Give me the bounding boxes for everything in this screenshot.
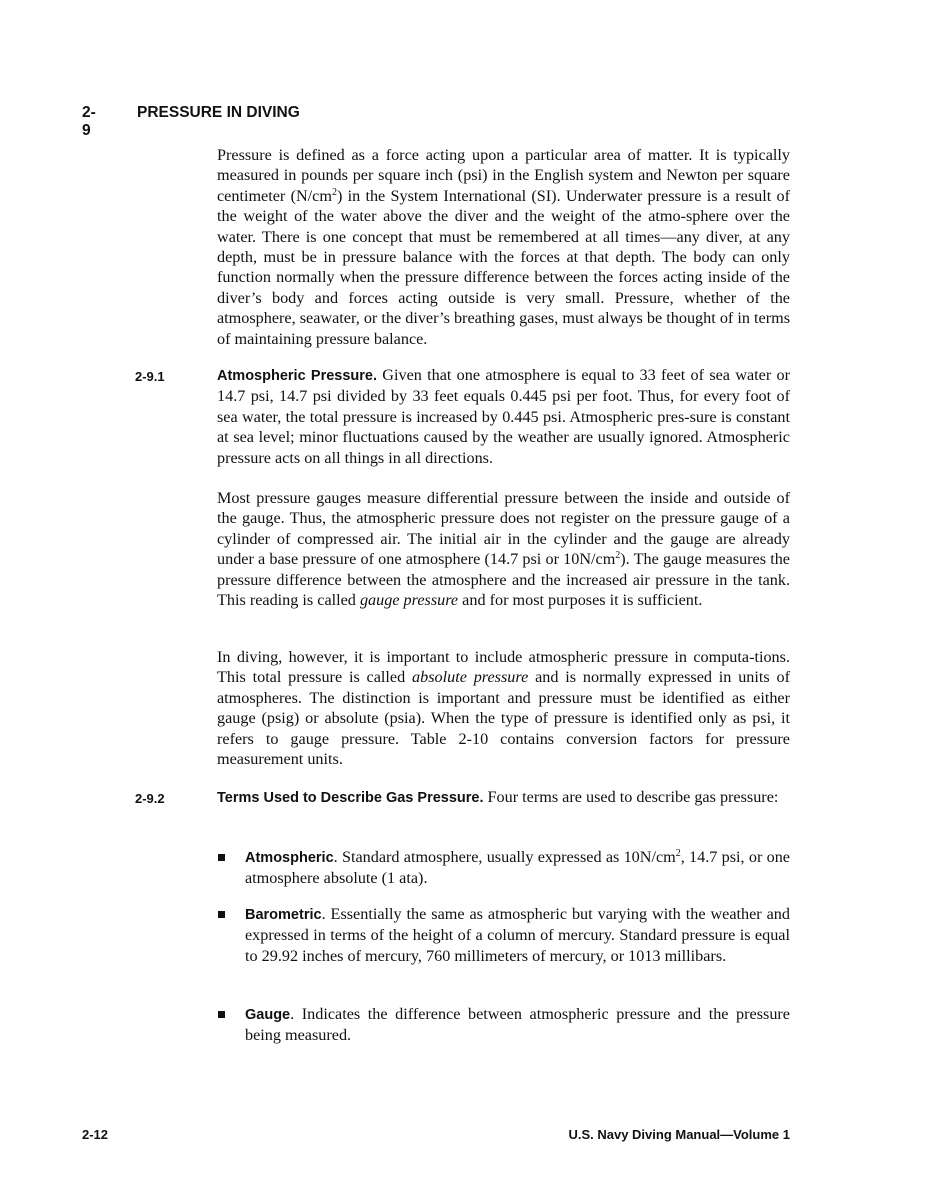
bullet-square-icon	[218, 1011, 225, 1018]
bullet-text	[245, 848, 790, 887]
footer-title: U.S. Navy Diving Manual—Volume 1	[568, 1127, 790, 1142]
text-run: Given that one atmosphere is equal to 33 feet of sea water or 14.7 psi, 14.7 psi divided by 33 feet equals 0.445 psi per foot. Thus, for every foot of sea water, the total pressure is increased by 0.445 psi. Atmospheric pres-sure is constant at sea level; minor fluctuations caused by the weather are usually ignored. Atmospheric pressure acts on all things in all directions.	[217, 366, 790, 467]
text-run: and for most purposes it is sufficient.	[458, 591, 703, 610]
text-run: and is normally expressed in units of atmospheres. The distinction is important and pressure must be identified as either gauge (psig) or absolute (psia). When the type of pressure is identified only as psi, it refers to gauge pressure. Table 2-10 contains conversion factors for pressure measurement units.	[217, 668, 790, 769]
text-run: Pressure is defined as a force acting upon a particular area of matter. It is typically measured in pounds per square inch (psi) in the English system and Newton per square centimeter (N/cm	[217, 146, 790, 205]
text-run: ) in the System International (SI). Underwater pressure is a result of the weight of the water above the diver and the weight of the atmo-sphere over the water. There is one concept that must be remembered at all times—any diver, at any depth, must be in pressure balance with the forces at that depth. The body can only function normally when the pressure difference between the forces acting inside of the diver’s body and forces acting outside is very small. Pressure, whether of the atmosphere, seawater, or the diver’s breathing gases, must always be thought of in terms of maintaining pressure balance.	[217, 186, 790, 348]
emphasis-text: absolute pressure	[412, 668, 529, 687]
subsection-number-2-9-2: 2-9.2	[135, 791, 165, 806]
bullet-gauge	[245, 1004, 790, 1046]
bullet-square-icon	[218, 911, 225, 918]
text-run: Most pressure gauges measure differential pressure between the inside and outside of the gauge. Thus, the atmospheric pressure does not register on the pressure gauge of a cylinder of compressed air. The initial air in the cylinder and the gauge are already under a base pressure of one atmosphere (14.7 psi or 10N/cm	[217, 489, 790, 569]
bullet-text	[245, 905, 790, 965]
paragraph-gas-pressure-terms	[217, 787, 790, 808]
paragraph-atmospheric-pressure	[217, 365, 790, 468]
run-in-heading: Terms Used to Describe Gas Pressure.	[217, 790, 484, 806]
paragraph-absolute-pressure	[217, 647, 790, 769]
superscript: 2	[331, 186, 337, 198]
run-in-heading: Atmospheric	[245, 850, 334, 866]
text-run: . Essentially the same as atmospheric but varying with the weather and expressed in terms of the height of a column of mercury. Standard pressure is equal to 29.92 inches of mercury, 760 millimeters of mercury, or 1013 millibars.	[245, 905, 790, 965]
run-in-heading: Barometric	[245, 907, 322, 923]
footer-page-number: 2-12	[82, 1127, 109, 1142]
text-run: Four terms are used to describe gas pressure:	[483, 788, 779, 806]
bullet-square-icon	[218, 854, 225, 861]
section-title: PRESSURE IN DIVING	[137, 104, 300, 121]
text-run: , 14.7 psi, or one atmosphere absolute (1 ata).	[245, 848, 790, 888]
section-number: 2-9	[82, 104, 96, 139]
bullet-atmospheric	[245, 847, 790, 889]
superscript: 2	[615, 550, 621, 562]
run-in-heading: Gauge	[245, 1007, 291, 1023]
emphasis-text: gauge pressure	[359, 591, 459, 610]
paragraph-gauges	[217, 488, 790, 610]
bullet-text	[245, 1005, 790, 1044]
text-run: . Indicates the difference between atmospheric pressure and the pressure being measured.	[245, 1005, 790, 1045]
superscript: 2	[675, 848, 681, 859]
text-run: . Standard atmosphere, usually expressed as 10N/cm	[333, 848, 676, 866]
text-run: In diving, however, it is important to include atmospheric pressure in computa-tions. This total pressure is called	[217, 648, 790, 687]
subsection-number-2-9-1: 2-9.1	[135, 369, 165, 384]
paragraph-intro	[217, 145, 790, 349]
run-in-heading: Atmospheric Pressure.	[217, 368, 377, 384]
text-run: ). The gauge measures the pressure difference between the atmosphere and the increased air pressure in the tank. This reading is called	[217, 550, 790, 610]
bullet-barometric	[245, 904, 790, 966]
